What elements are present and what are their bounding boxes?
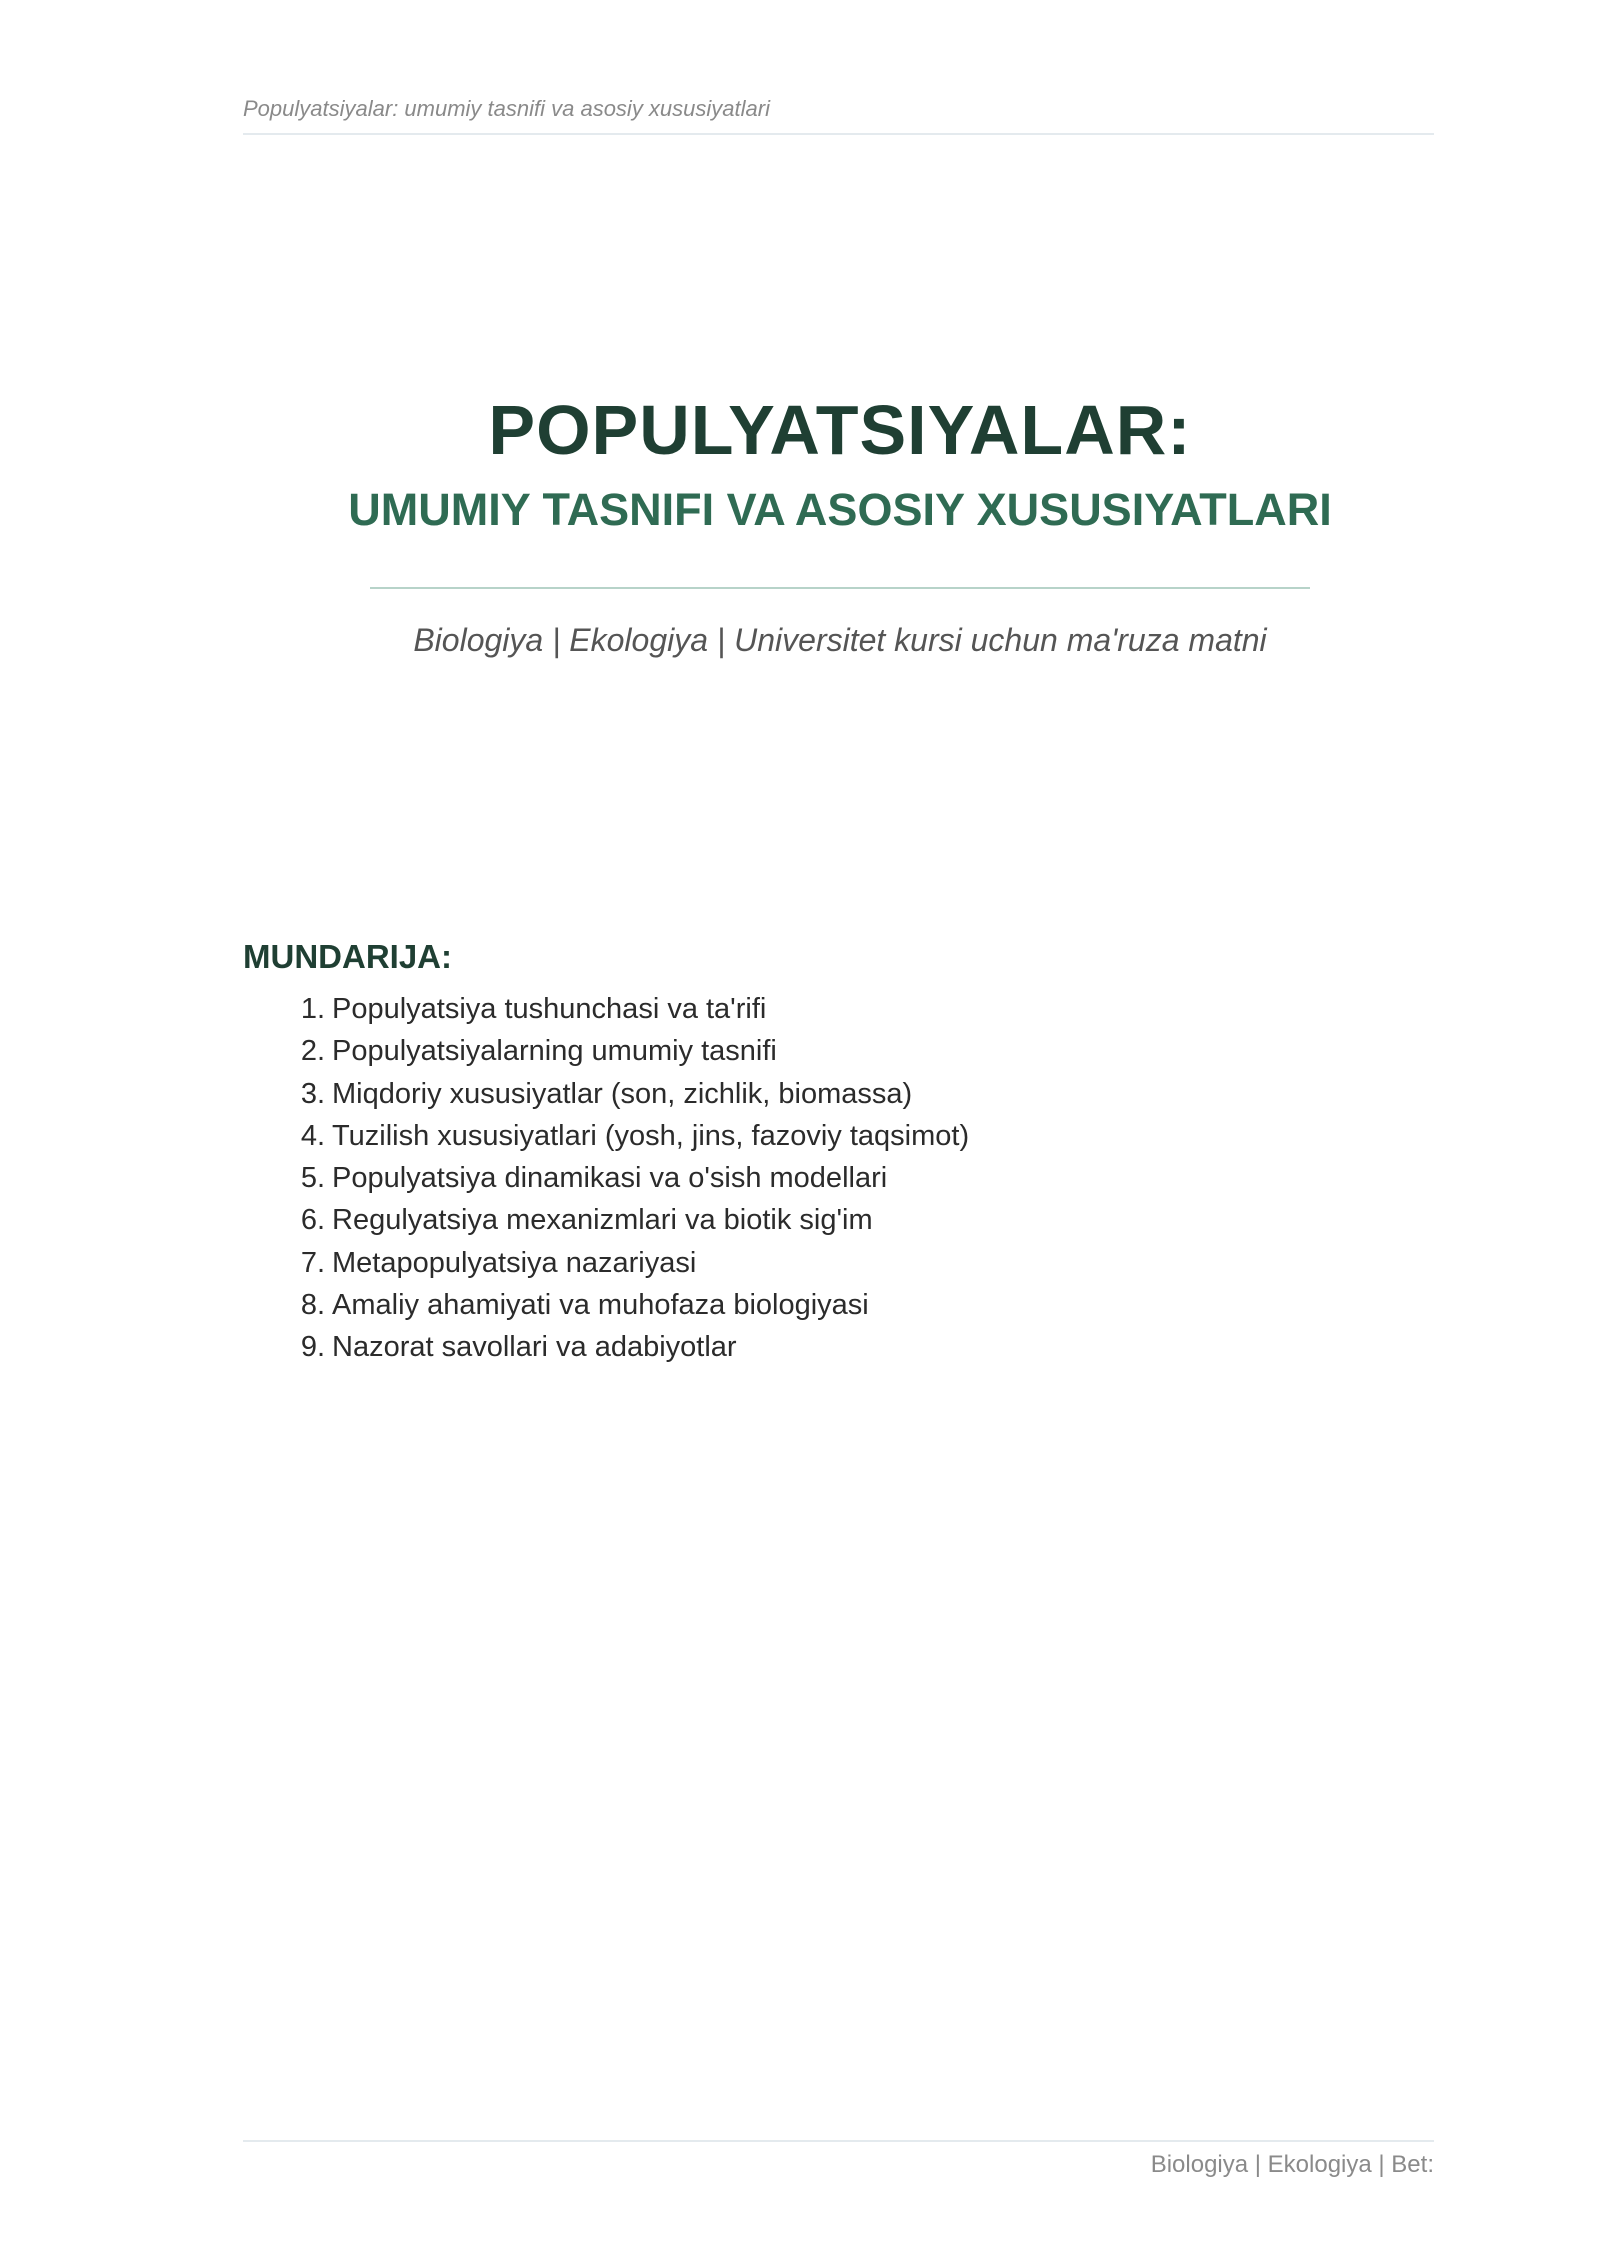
title-block [0, 380, 1600, 540]
running-header: Populyatsiyalar: umumiy tasnifi va asosiy xususiyatlari [243, 96, 770, 121]
toc-item [243, 1115, 969, 1157]
toc-item [243, 1326, 969, 1368]
toc-item-number: 6. [300, 1204, 325, 1237]
course-subtitle: Biologiya | Ekologiya | Universitet kursi uchun ma'ruza matni [413, 622, 1267, 658]
toc-item-number: 3. [300, 1077, 325, 1110]
toc-item-number: 5. [300, 1162, 325, 1195]
document-subtitle-heading: UMUMIY TASNIFI VA ASOSIY XUSUSIYATLARI [348, 484, 1332, 535]
toc-item-text: Metapopulyatsiya nazariyasi [332, 1246, 697, 1279]
toc-heading: MUNDARIJA: [243, 938, 452, 975]
toc-item-number: 4. [300, 1119, 325, 1152]
toc-item [243, 988, 969, 1030]
toc-item [243, 1030, 969, 1072]
toc-item-number: 9. [300, 1331, 325, 1364]
toc-item-text: Miqdoriy xususiyatlar (son, zichlik, biomassa) [332, 1077, 913, 1110]
toc-item-number: 8. [300, 1289, 325, 1322]
toc-item [243, 1284, 969, 1326]
toc-item [243, 1157, 969, 1199]
toc-item-text: Populyatsiya dinamikasi va o'sish modellari [332, 1162, 888, 1195]
title-divider [370, 587, 1310, 589]
footer-divider [243, 2140, 1434, 2142]
toc-item-text: Populyatsiyalarning umumiy tasnifi [332, 1035, 777, 1068]
toc-item-text: Tuzilish xususiyatlari (yosh, jins, fazoviy taqsimot) [332, 1119, 970, 1152]
toc-item-text: Amaliy ahamiyati va muhofaza biologiyasi [332, 1289, 869, 1322]
running-footer: Biologiya | Ekologiya | Bet: [1150, 2151, 1434, 2178]
toc-item-text: Nazorat savollari va adabiyotlar [332, 1331, 737, 1364]
document-title: POPULYATSIYALAR: [488, 391, 1192, 469]
toc-item-number: 2. [300, 1035, 325, 1068]
header-divider [243, 133, 1434, 135]
toc-item [243, 1199, 969, 1241]
toc-item [243, 1073, 969, 1115]
table-of-contents [243, 988, 969, 1369]
toc-item-number: 7. [300, 1246, 325, 1279]
toc-item-number: 1. [300, 993, 325, 1025]
toc-item-text: Populyatsiya tushunchasi va ta'rifi [332, 993, 767, 1025]
toc-item [243, 1242, 969, 1284]
toc-item-text: Regulyatsiya mexanizmlari va biotik sig'im [332, 1204, 873, 1237]
